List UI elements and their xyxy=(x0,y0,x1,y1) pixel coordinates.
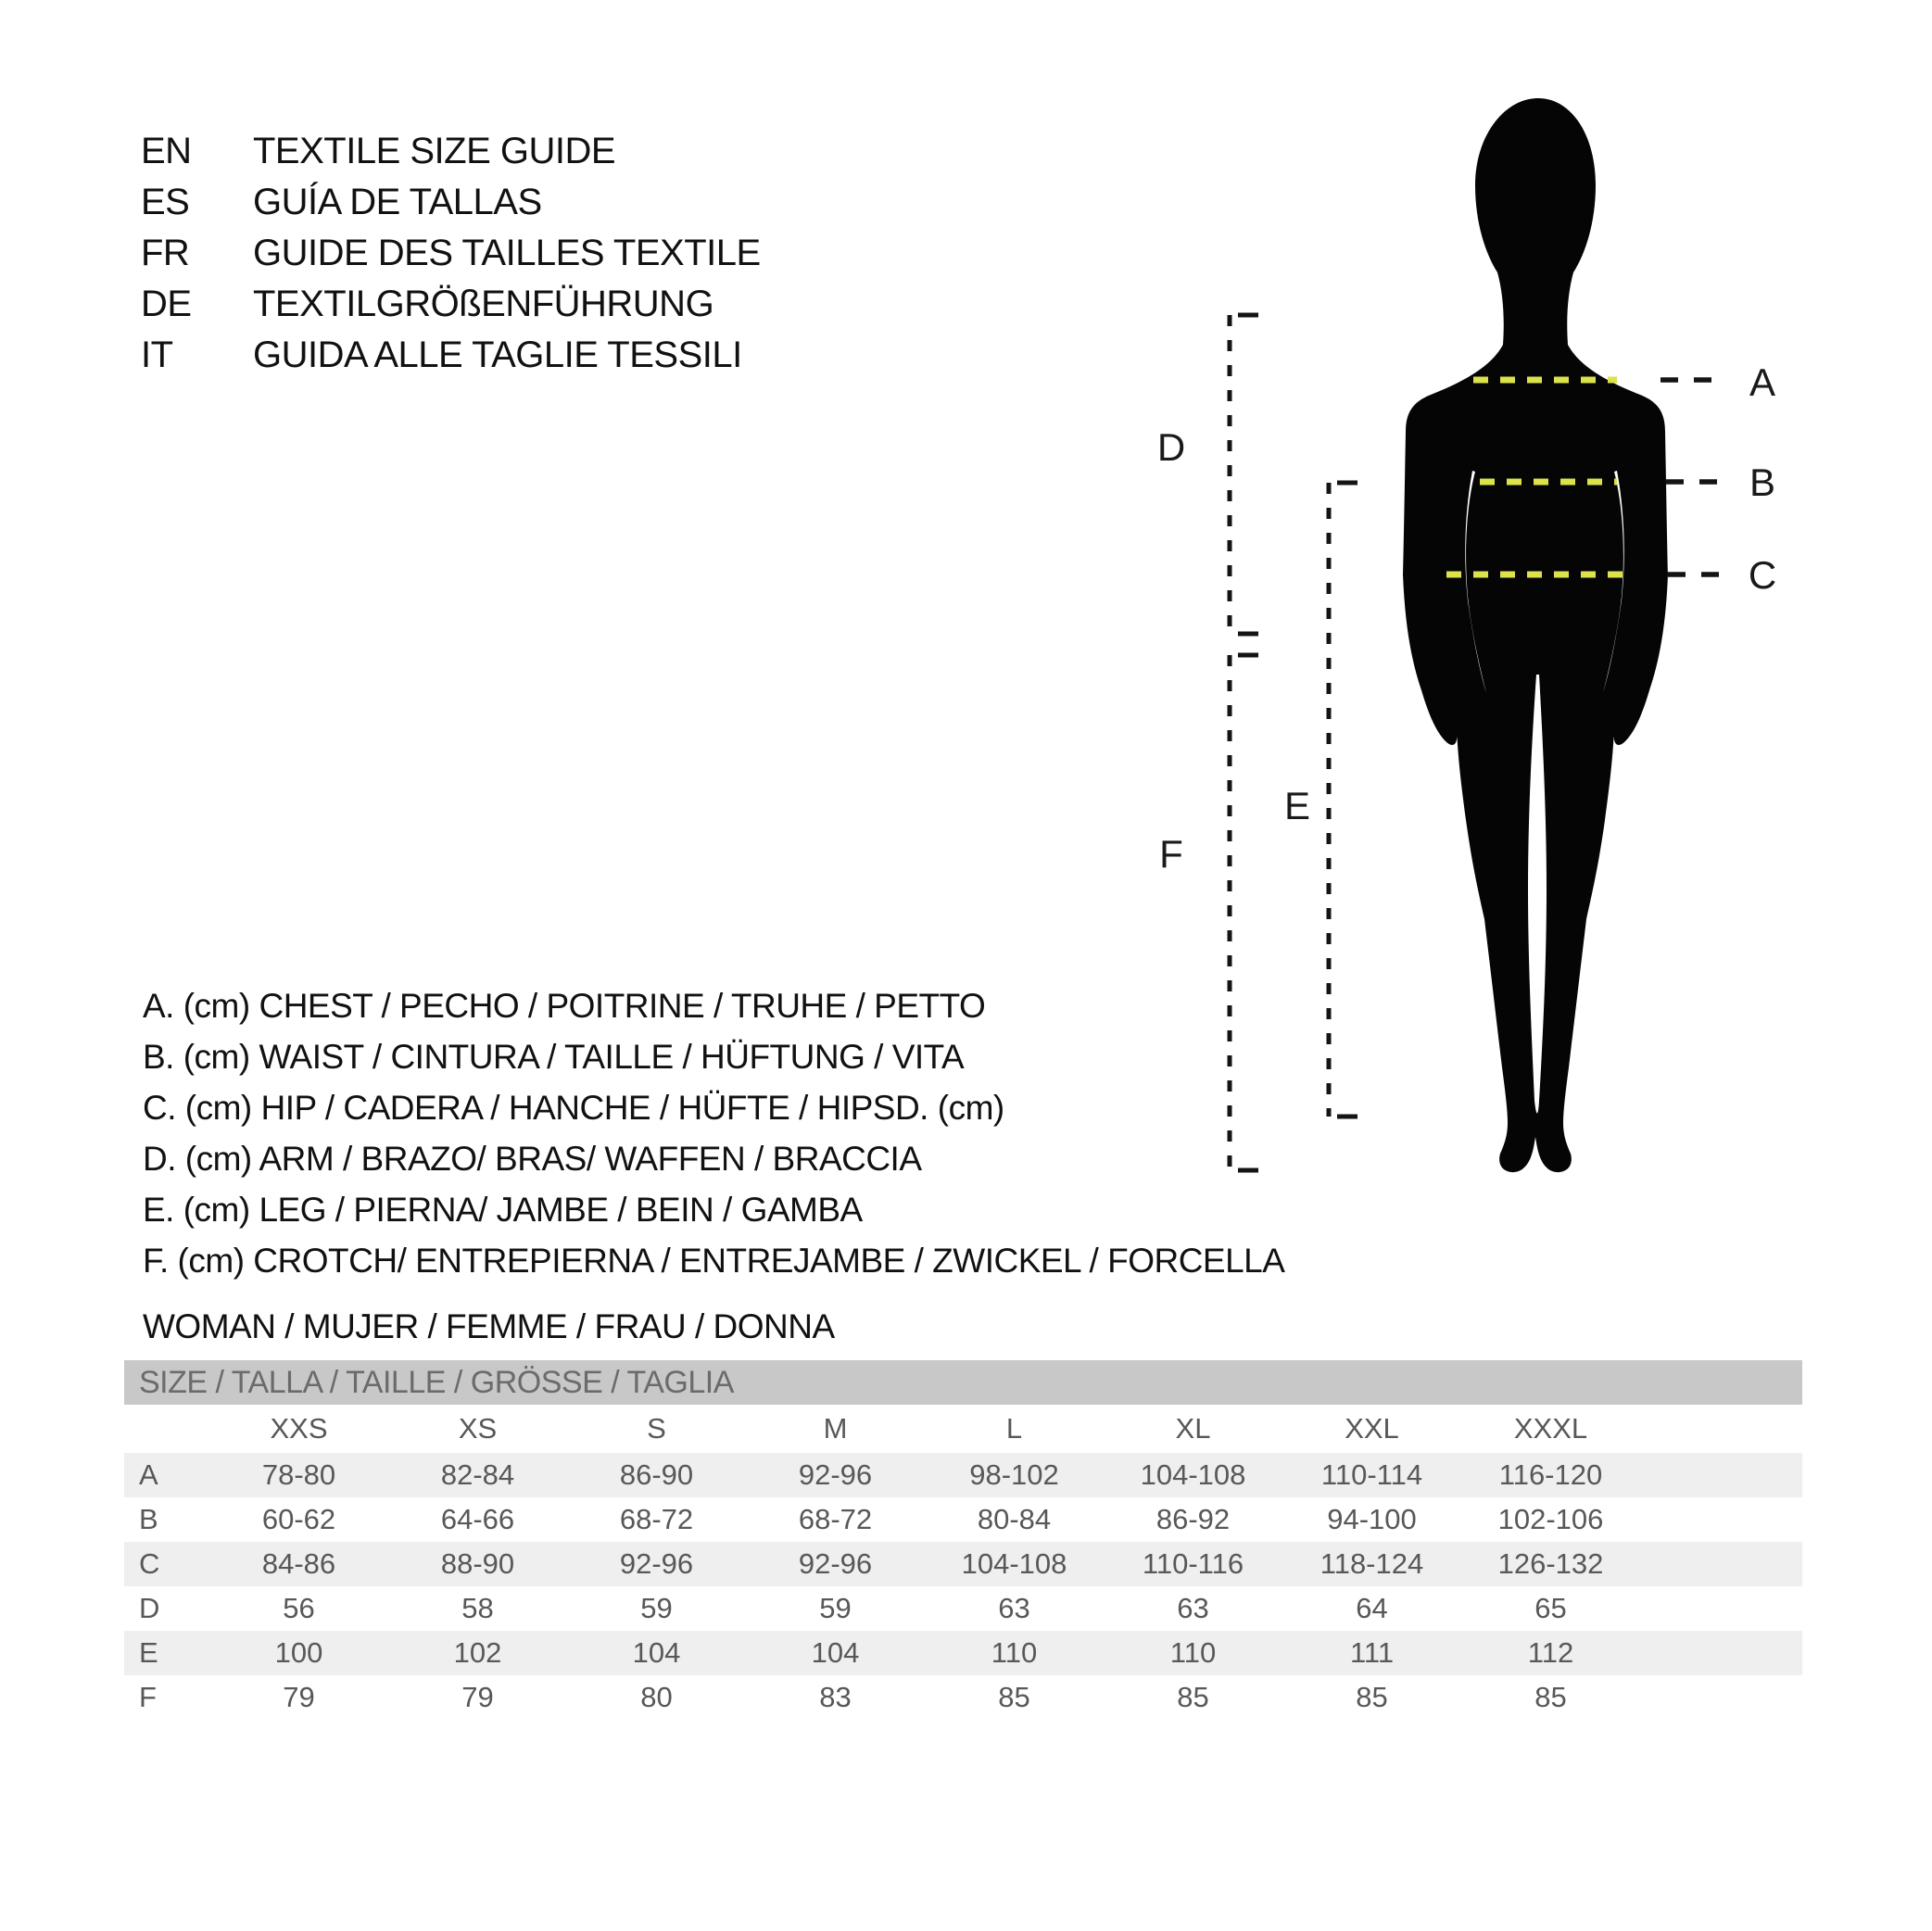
table-cell: 65 xyxy=(1534,1592,1567,1624)
table-cell: 118-124 xyxy=(1320,1547,1424,1580)
table-cell: 59 xyxy=(640,1592,673,1624)
size-col-xxl: XXL xyxy=(1345,1412,1399,1445)
lang-code: DE xyxy=(141,284,192,324)
table-cell: 59 xyxy=(819,1592,852,1624)
definition-line-c: C. (cm) HIP / CADERA / HANCHE / HÜFTE / HIPSD. (cm) xyxy=(143,1089,1004,1127)
size-header-row xyxy=(124,1405,1802,1453)
row-label: A xyxy=(139,1458,158,1491)
table-cell: 68-72 xyxy=(798,1503,873,1535)
table-cell: 82-84 xyxy=(440,1458,515,1491)
table-cell: 116-120 xyxy=(1498,1458,1603,1491)
filler-cell xyxy=(1640,1497,1802,1542)
size-col-s: S xyxy=(647,1412,666,1445)
table-cell: 88-90 xyxy=(440,1547,515,1580)
table-row xyxy=(124,1453,1802,1497)
table-cell: 104-108 xyxy=(1140,1458,1246,1491)
measure-label-e: E xyxy=(1283,784,1311,827)
measure-label-c: C xyxy=(1748,553,1777,597)
size-col-xxxl: XXXL xyxy=(1513,1412,1588,1445)
table-cell: 85 xyxy=(1356,1681,1388,1713)
row-label: C xyxy=(139,1547,160,1580)
table-cell: 83 xyxy=(819,1681,852,1713)
definition-line-a: A. (cm) CHEST / PECHO / POITRINE / TRUHE / PETTO xyxy=(143,987,986,1025)
table-cell: 110 xyxy=(991,1636,1038,1669)
filler-cell xyxy=(1640,1675,1802,1720)
size-col-m: M xyxy=(823,1412,848,1445)
table-cell: 92-96 xyxy=(798,1547,873,1580)
table-cell: 104 xyxy=(811,1636,860,1669)
table-row xyxy=(124,1675,1802,1720)
empty-corner-cell xyxy=(124,1405,209,1453)
table-cell: 85 xyxy=(998,1681,1030,1713)
size-table xyxy=(124,1360,1802,1720)
table-cell: 98-102 xyxy=(969,1458,1059,1491)
measurement-definitions xyxy=(143,980,1284,1286)
table-cell: 110 xyxy=(1169,1636,1217,1669)
table-cell: 85 xyxy=(1534,1681,1567,1713)
guide-title: TEXTILE SIZE GUIDE xyxy=(253,131,616,171)
table-cell: 64-66 xyxy=(440,1503,515,1535)
table-row xyxy=(124,1586,1802,1631)
row-label: E xyxy=(139,1636,158,1669)
size-col-xs: XS xyxy=(458,1412,498,1445)
audience-line: WOMAN / MUJER / FEMME / FRAU / DONNA xyxy=(143,1307,835,1345)
table-cell: 111 xyxy=(1349,1636,1395,1669)
measure-label-b: B xyxy=(1749,461,1776,504)
row-label: F xyxy=(139,1681,157,1713)
table-cell: 86-92 xyxy=(1155,1503,1231,1535)
table-cell: 92-96 xyxy=(619,1547,694,1580)
table-cell: 100 xyxy=(274,1636,323,1669)
table-cell: 102 xyxy=(453,1636,502,1669)
size-col-l: L xyxy=(1005,1412,1023,1445)
definition-line-d: D. (cm) ARM / BRAZO/ BRAS/ WAFFEN / BRACCIA xyxy=(143,1140,922,1178)
table-row xyxy=(124,1542,1802,1586)
table-cell: 80-84 xyxy=(977,1503,1052,1535)
lang-code: ES xyxy=(141,182,190,222)
table-cell: 86-90 xyxy=(619,1458,694,1491)
table-cell: 60-62 xyxy=(261,1503,336,1535)
table-row xyxy=(124,1631,1802,1675)
table-cell: 63 xyxy=(1177,1592,1209,1624)
guide-title: GUIDE DES TAILLES TEXTILE xyxy=(253,233,761,273)
lang-code: EN xyxy=(141,131,192,171)
language-title-block xyxy=(141,126,761,381)
lang-code: IT xyxy=(141,334,173,375)
table-cell: 68-72 xyxy=(619,1503,694,1535)
measure-label-f: F xyxy=(1159,832,1183,876)
table-cell: 80 xyxy=(640,1681,673,1713)
size-col-xxs: XXS xyxy=(270,1412,328,1445)
table-cell: 126-132 xyxy=(1497,1547,1604,1580)
table-cell: 78-80 xyxy=(261,1458,336,1491)
table-cell: 58 xyxy=(461,1592,494,1624)
table-cell: 84-86 xyxy=(261,1547,336,1580)
table-cell: 63 xyxy=(998,1592,1030,1624)
table-cell: 94-100 xyxy=(1327,1503,1417,1535)
table-cell: 64 xyxy=(1356,1592,1388,1624)
table-cell: 102-106 xyxy=(1497,1503,1604,1535)
table-cell: 110-116 xyxy=(1142,1547,1244,1580)
table-cell: 110-114 xyxy=(1320,1458,1423,1491)
filler-cell xyxy=(1640,1405,1802,1453)
guide-title: TEXTILGRÖßENFÜHRUNG xyxy=(253,284,714,324)
size-col-xl: XL xyxy=(1175,1412,1211,1445)
guide-title: GUÍA DE TALLAS xyxy=(253,182,542,222)
definition-line-b: B. (cm) WAIST / CINTURA / TAILLE / HÜFTUNG / VITA xyxy=(143,1038,965,1076)
row-label: D xyxy=(139,1592,160,1624)
row-label: B xyxy=(139,1503,158,1535)
definition-line-e: E. (cm) LEG / PIERNA/ JAMBE / BEIN / GAMBA xyxy=(143,1191,863,1229)
table-cell: 79 xyxy=(283,1681,315,1713)
table-cell: 104-108 xyxy=(961,1547,1067,1580)
lang-code: FR xyxy=(141,233,190,273)
filler-cell xyxy=(1640,1586,1802,1631)
measure-label-d: D xyxy=(1156,425,1186,469)
table-cell: 85 xyxy=(1177,1681,1209,1713)
table-cell: 104 xyxy=(632,1636,681,1669)
definition-line-f: F. (cm) CROTCH/ ENTREPIERNA / ENTREJAMBE / ZWICKEL / FORCELLA xyxy=(143,1242,1285,1280)
filler-cell xyxy=(1640,1542,1802,1586)
table-row xyxy=(124,1497,1802,1542)
table-cell: 112 xyxy=(1527,1636,1574,1669)
table-cell: 79 xyxy=(461,1681,494,1713)
filler-cell xyxy=(1640,1453,1802,1497)
table-cell: 92-96 xyxy=(798,1458,873,1491)
filler-cell xyxy=(1640,1631,1802,1675)
measure-label-a: A xyxy=(1749,360,1776,404)
size-table-header-band: SIZE / TALLA / TAILLE / GRÖSSE / TAGLIA xyxy=(124,1360,1802,1405)
table-cell: 56 xyxy=(283,1592,315,1624)
guide-title: GUIDA ALLE TAGLIE TESSILI xyxy=(253,334,742,375)
